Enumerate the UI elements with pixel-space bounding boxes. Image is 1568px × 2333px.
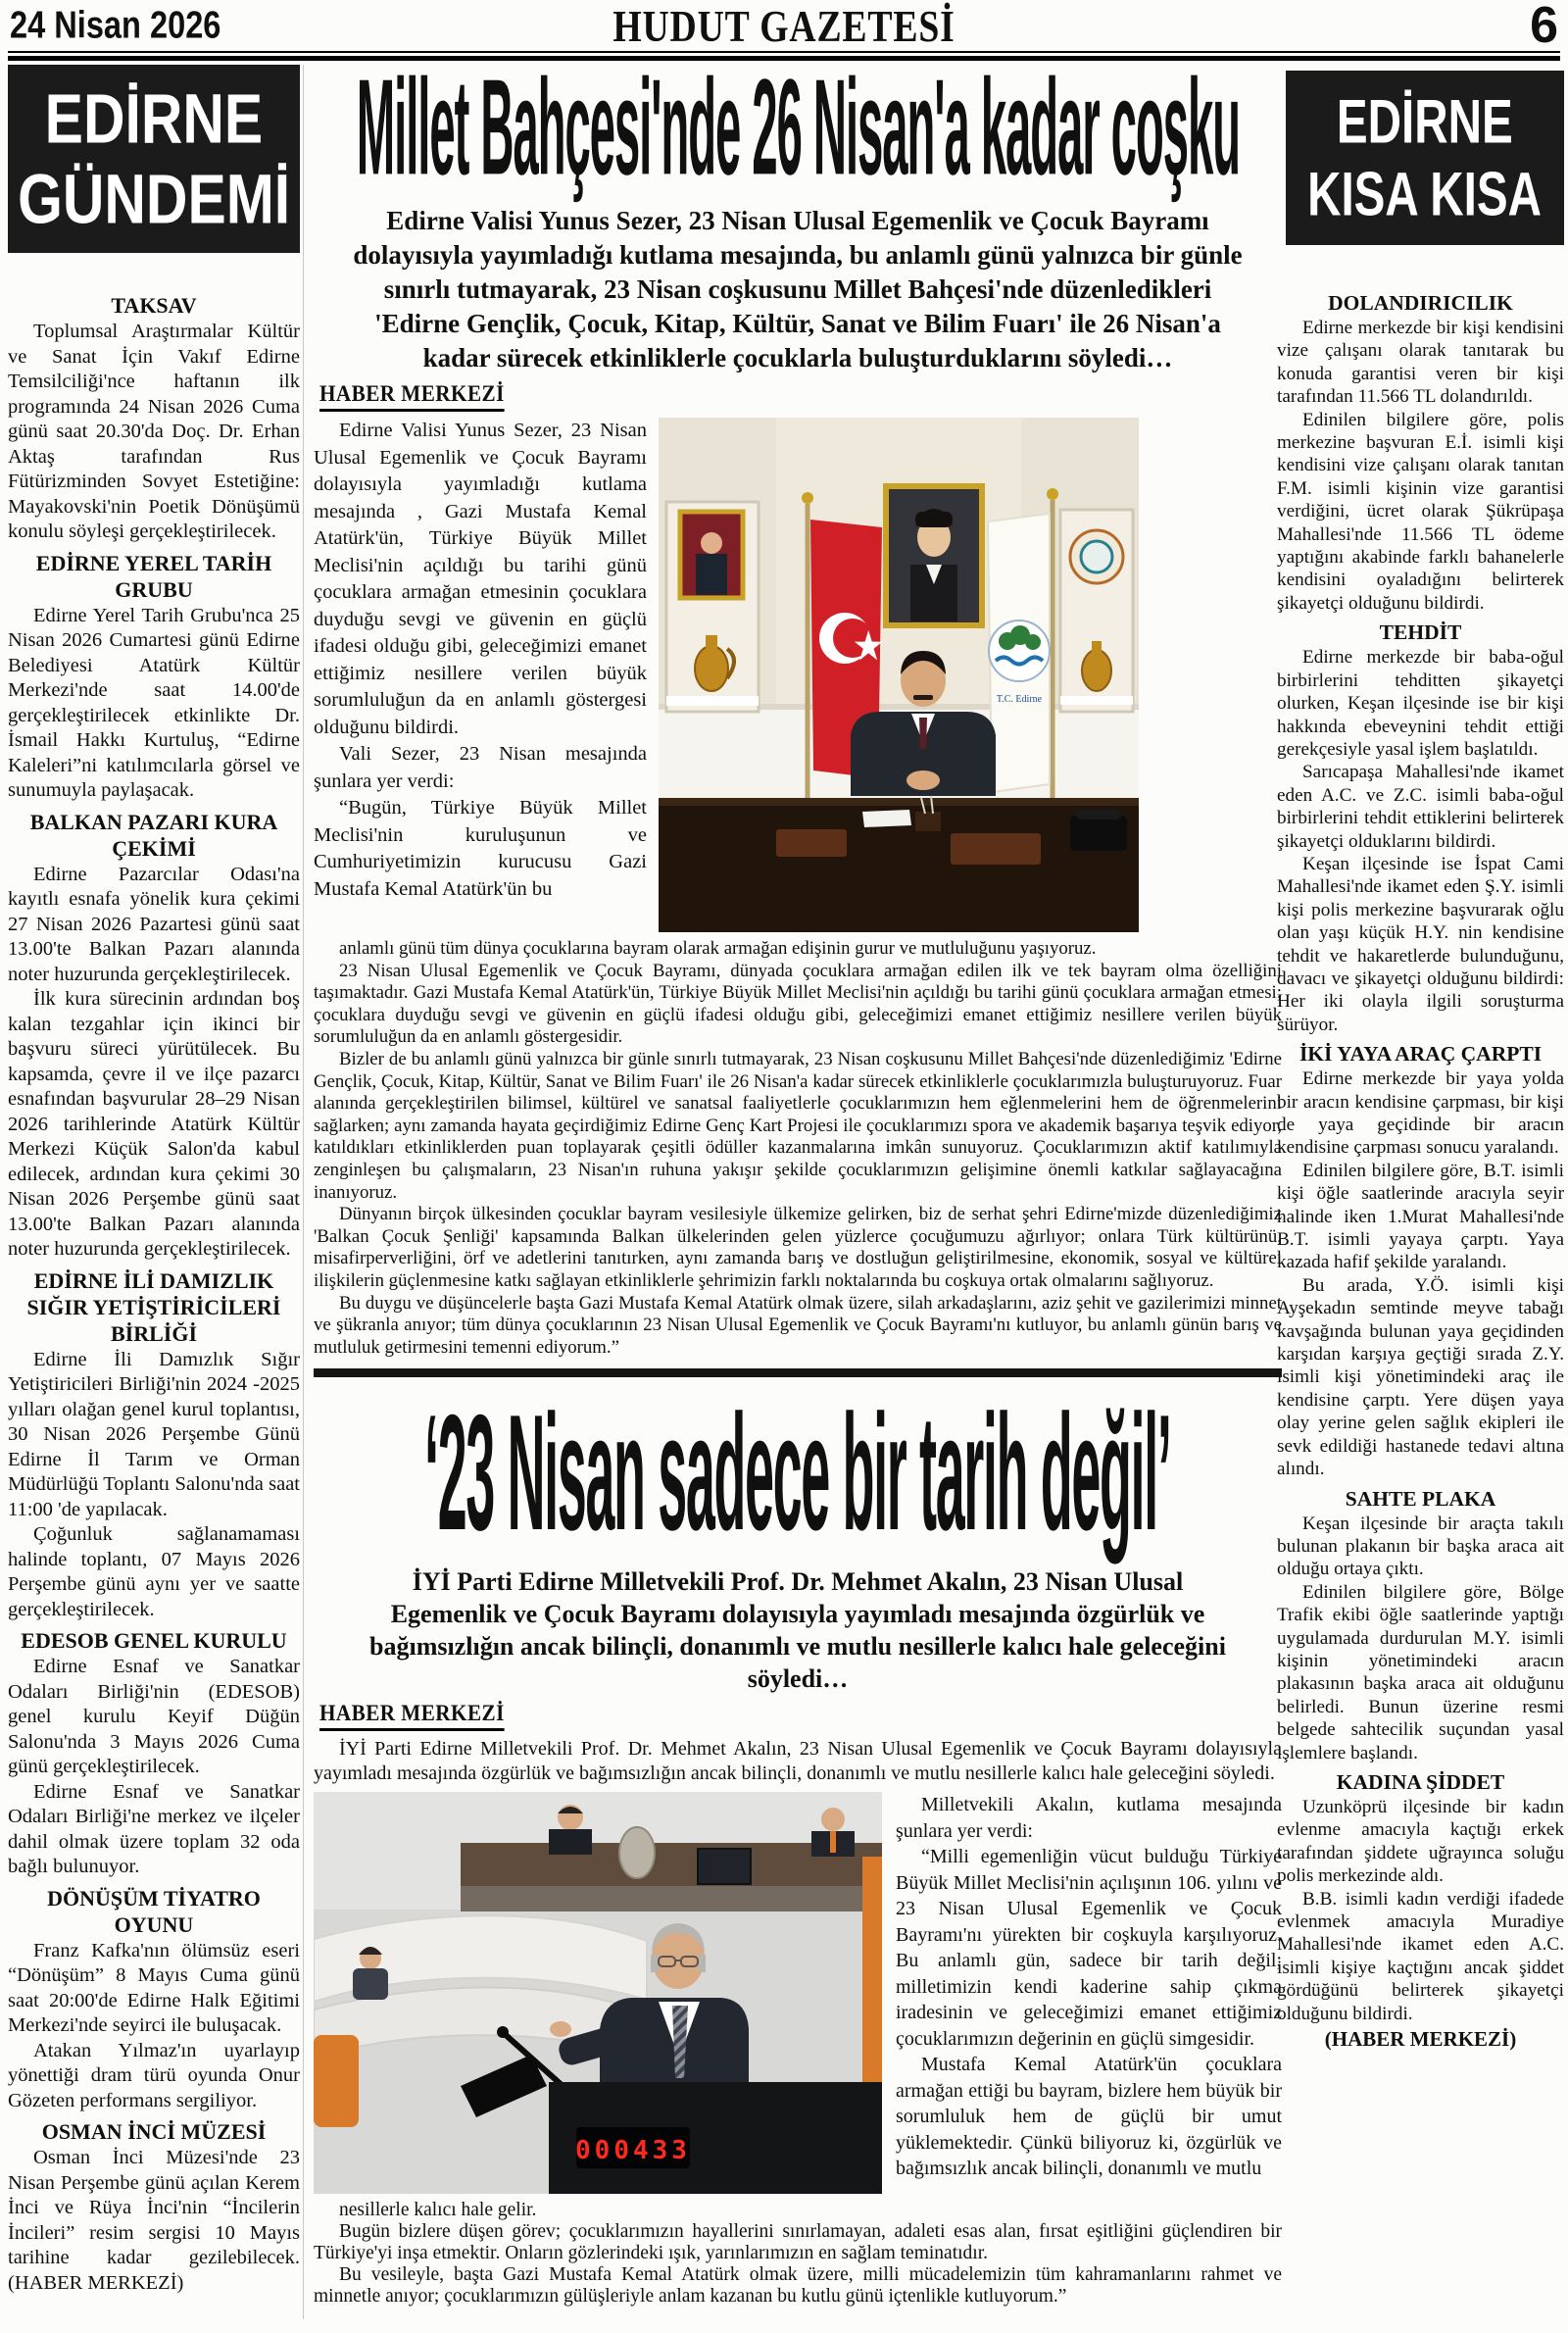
section-heading: EDESOB GENEL KURULU [21,1628,287,1653]
sign-off: (HABER MERKEZİ) [1324,2027,1517,2052]
paragraph: Edirne Esnaf ve Sanatkar Odaları Birliği'nin (EDESOB) genel kurulu Keyif Düğün Salonu'nda 3 Mayıs 2026 Cuma günü gerçekleştirilecek. [8,1656,300,1777]
desk [659,796,1139,932]
paragraph: “Bugün, Türkiye Büyük Millet Meclisi'nin kuruluşunun ve Cumhuriyetimizin kurucusu Gazi Mustafa Kemal Atatürk'ün bu [314,797,647,900]
right-column-edirne-kisa-kisa [1277,65,1564,2325]
byline-row [319,1701,1282,1731]
section-paragraphs [8,863,300,1263]
paragraph: Edinilen bilgilere göre, B.T. isimli kişi öğle saatlerinde aracıyla seyir halinde iken 1.Murat Mahallesi'nde B.T. isimli yayaya çarptı. Yaya kazada hafif şekilde yaralandı. [1277,1160,1564,1273]
center-column [314,57,1282,2333]
paragraph: anlamlı günü tüm dünya çocuklarına bayram olarak armağan edişinin gurur ve mutluluğunu yaşıyoruz. [339,938,1097,959]
paragraph: Edirne Esnaf ve Sanatkar Odaları Birliği'ne merkez ve ilçeler dahil olmak üzere toplam 32 oda bağlı bulunuyor. [8,1780,300,1877]
ataturk-portrait [886,486,982,625]
second-article-column-text [896,1792,1282,2196]
orange-chair [314,2035,359,2127]
paragraph: Atakan Yılmaz'ın uyarlayıp yönettiği dram türü oyunda Onur Gözeten performans sergiliyor. [8,2039,300,2111]
flag-emblem-text: T.C. Edirne [996,694,1043,705]
paragraph: Franz Kafka'nın ölümsüz eseri “Dönüşüm” 8 Mayıs Cuma günü saat 20:00'de Edirne Halk Eğitimi Merkezi'nde seyirci ile buluşacak. [8,1939,300,2036]
paragraph: “Milli egemenliğin vücut bulduğu Türkiye Büyük Millet Meclisi'nin açılışının 106. yılını ve 23 Nisan Ulusal Egemenlik ve Çocuk Bayramı'nı yürekten bir coşkuyla karşılıyoruz. Bu anlamlı gün, sadece bir tarih değil; milletimizin kendi kaderine sahip çıkma iradesinin ve geleceğimizi emanet ettiğimiz çocuklarımızın değerinin en güçlü simgesidir. [896,1846,1282,2050]
paragraph: Bizler de bu anlamlı günü yalnızca bir günle sınırlı tutmayarak, 23 Nisan coşkusunu Millet Bahçesi'nde düzenlediğimiz 'Edirne Gençlik, Çocuk, Kitap, Kültür, Sanat ve Bilim Fuarı' ile 26 Nisan'a kadar sürecek etkinliklerle çocuklarımızla buluşturuyoruz. Fuar alanında gerçekleştirilen bilimsel, kültürel ve sanatsal faaliyetlerle çocuklarımızın hem eğlenmelerini hem de öğrenmelerini sağlarken; aynı zamanda hayata geçirdiğimiz Edirne Genç Kart Projesi ile çocuklarımızı spora ve akademik başarıya teşvik ediyor, katıldıkları etkinliklerden puan toplayarak çeşitli ödüller kazanmalarına imkân sunuyoruz. Çocuklarımızın aktif katılımıyla zenginleşen bu çalışmaların, 23 Nisan'ın ruhuna yakışır şekilde çocuklarımızın gelişimine önemli katkılar sağlayacağına inanıyoruz. [314,1048,1282,1203]
paragraph: Dünyanın birçok ülkesinden çocuklar bayram vesilesiyle ülkemize gelirken, biz de serhat şehri Edirne'mizde düzenlediğimiz 'Balkan Çocuk Şenliği' kapsamında Balkan ülkelerinden gelen yüzlerce çocuğumuzu ağırlıyor; onlara Türk kültürünü, misafirperverliğini, örf ve adetlerini tanıtırken, aynı zamanda barış ve dostluğun geliştirilmesine, ekonomik, sosyal ve kültürel ilişkilerin güçlenmesine katkı sağlayan etkinliklerle şehrimizin farklı noktalarında bu coşkuya ortak olmalarını sağlıyoruz. [314,1204,1282,1291]
news-section [1277,1041,1564,1480]
left-column-banner [8,65,300,253]
paragraph: Mustafa Kemal Atatürk'ün çocuklara armağan ettiği bu bayram, bizlere hem büyük bir sorumluluk hem de güçlü bir umut yüklemektedir. Çünkü biliyoruz ki, özgürlük ve bağımsızlık ancak bilinçli, donanımlı ve mutlu [896,2054,1282,2180]
photo-governor-office [659,418,1139,932]
news-section [8,1885,300,2114]
second-headline: ‘23 Nisan sadece bir tarih değil’ [424,1379,1171,1564]
paragraph: Edirne İli Damızlık Sığır Yetiştiricileri Birliği'nin 2024 -2025 yılları olağan genel kurul toplantısı, 30 Nisan 2026 Perşembe Günü Edirne İl Tarım ve Orman Müdürlüğü Toplantı Salonu'nda saat 11:00 'de yapılacak. [8,1348,300,1520]
right-wall-niche [1060,510,1133,712]
section-heading: TAKSAV [111,293,197,318]
newspaper-title: HUDUT GAZETESİ [612,0,956,51]
paragraph: Edinilen bilgilere göre, Bölge Trafik ekibi öğle saatlerinde yaptığı uygulamada durdurulan M.Y. isimli kişinin yönetimindeki aracın plakasının başka araca ait olduğunu belirledi. Bunun üzerine resmi belgede sahtecilik suçundan yasal işlemlere başlandı. [1277,1581,1564,1763]
section-heading: İKİ YAYA ARAÇ ÇARPTI [1298,1042,1543,1067]
paragraph: Milletvekili Akalın, kutlama mesajında şunlara yer verdi: [896,1794,1282,1842]
section-paragraphs [1277,1796,1564,2025]
page-number: 6 [1530,0,1558,54]
main-article-deck: Edirne Valisi Yunus Sezer, 23 Nisan Ulusal Egemenlik ve Çocuk Bayramı dolayısıyla yayımladığı kutlama mesajında, bu anlamlı günü yalnızca bir günle sınırlı tutmayarak, 23 Nisan coşkusunu Millet Bahçesi'nde düzenledikleri 'Edirne Gençlik, Çocuk, Kitap, Kültür, Sanat ve Bilim Fuarı' ile 26 Nisan'a kadar sürecek etkinliklerle çocuklarla buluşturduklarını söyledi… [353,206,1243,372]
paragraph: Edirne merkezde bir kişi kendisini vize çalışanı olarak tanıtarak bu konuda garantisi veren bir kişi tarafından 11.566 TL dolandırıldı. [1277,318,1564,408]
second-article-bottom [314,2200,1282,2308]
section-heading: EDİRNE YEREL TARİH GRUBU [35,550,272,602]
main-article-lead-block [314,418,1282,934]
news-section [8,2118,300,2296]
section-paragraphs [1277,1513,1564,1764]
left-column-edirne-gundemi [8,65,300,2325]
news-section [1277,290,1564,615]
news-section [8,292,300,545]
paragraph: İYİ Parti Edirne Milletvekili Prof. Dr. Mehmet Akalın, 23 Nisan Ulusal Egemenlik ve Çocuk Bayramı dolayısıyla yayımladı mesajında özgürlük ve bağımsızlığın ancak bilinçli, donanımlı ve mutlu nesillerle kalıcı hale geleceğini söyledi. [314,1738,1282,1785]
news-section [8,1267,300,1623]
byline-row [319,381,1282,412]
paragraph: Osman İnci Müzesi'nde 23 Nisan Perşembe günü açılan Kerem İnci ve Rüya İnci'nin “İncilerin İncileri” resim sergisi 10 Mayıs tarihine kadar gezilebilecek.(HABER MERKEZİ) [8,2147,300,2294]
left-wall-niche [666,502,759,712]
paragraph: Edirne merkezde bir baba-oğul birbirlerini tehditten şikayetçi olurken, Keşan ilçesinde ise bir kişi hakkında ebeveynini tehdit ettiği gerekçesiyle yasal işlem başlatıldı. [1277,647,1564,760]
paragraph: İlk kura sürecinin ardından boş kalan tezgahlar için ikinci bir başvuru süreci yürütülecek. Bu kapsamda, çevre il ve ilçe pazarcı esnafından başvurular 28–29 Nisan 2026 tarihlerinde Atatürk Kültür Merkezi Küçük Salon'da kabul edilecek, ardından kura çekimi 30 Nisan 2026 Perşembe günü saat 13.00'te Balkan Pazarı alanında noter huzurunda gerçekleştirilecek. [8,988,300,1260]
section-heading: DOLANDIRICILIK [1328,291,1513,315]
second-headline-wrap [314,1379,1282,1564]
news-section [1277,1769,1564,2025]
section-divider-rule [314,1368,1282,1377]
main-article-body [314,938,1282,1359]
paragraph: Edirne Yerel Tarih Grubu'nca 25 Nisan 2026 Cumartesi günü Edirne Belediyesi Atatürk Kültür Merkezi'nde saat 14.00'de gerçekleştirilecek etkinlikte Dr. İsmail Hakkı Kurtuluş, “Edirne Kaleleri”ni katılımcılarla görsel ve sunumuyla paylaşacak. [8,604,300,801]
paragraph: Bugün bizlere düşen görev; çocuklarımızın hayallerini sınırlamayan, adaleti esas alan, fırsat eşitliğini güçlendiren bir Türkiye'yi inşa etmektir. Onların gözlerindeki ışık, yarınlarımızın en sağlam teminatıdır. [314,2221,1282,2264]
paragraph: Edirne Pazarcılar Odası'na kayıtlı esnafa yönelik kura çekimi 27 Nisan 2026 Pazartesi günü saat 13.00'te Balkan Pazarı alanında noter huzurunda gerçekleştirilecek. [8,863,300,985]
banner-line: GÜNDEMİ [17,159,291,239]
paragraph: Keşan ilçesinde bir araçta takılı bulunan plakanın bir başka araca ait olduğu ortaya çıktı. [1277,1513,1564,1580]
orange-panel [862,1857,882,2096]
masthead [10,0,1558,54]
paragraph: 23 Nisan Ulusal Egemenlik ve Çocuk Bayramı, dünyada çocuklara armağan edilen ilk ve tek bayram olma özelliğini taşımaktadır. Gazi Mustafa Kemal Atatürk'ün, Türkiye Büyük Millet Meclisi'nin açıldığı bu tarihi günü çocuklara armağan etmesi; çocuklara duyduğu sevgi ve güvenin en güçlü ifadesi olduğu gibi, geleceğimizi emanet ettiğimiz nesillere verilen büyük sorumluluğun da en anlamlı göstergesidir. [314,960,1282,1048]
section-heading: DÖNÜŞÜM TİYATRO OYUNU [47,1885,261,1937]
banner-line: EDİRNE [1337,86,1513,156]
second-article-block [314,1792,1282,2196]
section-paragraphs [1277,1067,1564,1480]
clock-display: 000433 [575,2136,691,2166]
section-paragraphs [8,320,300,545]
paragraph: Keşan ilçesinde ise İspat Cami Mahallesi'nde ikamet eden Ş.Y. isimli kişi polis merkezine başvurarak oğlu olan yaşı küçük H.Y. nin kendisine tehdit ve hakaretlerde bulunduğunu, davacı ve şikayetçi olduğunu bildirdi: Her iki olayla ilgili soruşturma sürüyor. [1277,853,1564,1035]
news-section [1277,620,1564,1036]
paragraph: Bu duygu ve düşüncelerle başta Gazi Mustafa Kemal Atatürk olmak üzere, silah arkadaşlarını, aziz şehit ve gazilerimizi minnet ve şükranla anıyor; tüm dünya çocuklarının 23 Nisan Ulusal Egemenlik ve Çocuk Bayramı'nı kutluyor, bu anlamlı günün barış ve mutluluk getirmesini temenni ediyorum.” [314,1292,1282,1358]
right-column-banner [1286,71,1564,245]
byline: HABER MERKEZİ [319,1701,505,1731]
paragraph: B.B. isimli kadın verdiği ifadede evlenmek amacıyla Muradiye Mahallesi'nde ikamet eden A.C. isimli kişiye kaçtığını ancak şiddet gördüğünü belirterek şikayetçi olduğunu bildirdi. [1277,1888,1564,2024]
paragraph: Edirne Valisi Yunus Sezer, 23 Nisan Ulusal Egemenlik ve Çocuk Bayramı dolayısıyla yayımladığı kutlama mesajında , Gazi Mustafa Kemal Atatürk'ün, Türkiye Büyük Millet Meclisi'nin açıldığı bu tarihi günü çocuklara armağan etmesinin çocuklara duyduğu sevgi ve güvenin en güçlü ifadesi olduğu gibi, geleceğimizi emanet ettiğimiz nesillere verilen büyük sorumluluğun da en anlamlı göstergesi olduğunu bildirdi. [314,420,647,738]
paragraph: Toplumsal Araştırmalar Kültür ve Sanat İçin Vakıf Edirne Temsilciliği'nce haftanın ilk programında 24 Nisan 2026 Cuma günü saat 20.30'da Doç. Dr. Erhan Aktaş tarafından Rus Fütürizminden Sovyet Estetiğine: Mayakovski'nin Poetik Dönüşümü konulu söyleşi gerçekleştirilecek. [8,321,300,542]
section-heading: BALKAN PAZARI KURA ÇEKİMİ [29,809,278,861]
section-paragraphs [8,1348,300,1623]
second-article-deck: İYİ Parti Edirne Milletvekili Prof. Dr. Mehmet Akalın, 23 Nisan Ulusal Egemenlik ve Çocuk Bayramı dolayısıyla yayımladı mesajında özgürlük ve bağımsızlığın ancak bilinçli, donanımlı ve mutlu nesillerle kalıcı hale geleceğini söyledi… [369,1567,1226,1694]
main-article-lead-text [314,418,647,934]
main-headline-wrap [314,57,1282,203]
paragraph: Edirne merkezde bir yaya yolda bir aracın kendisine çarpması, bir kişi de yaya geçidinde bir aracın kendisine çarpması sonucu yaralandı. [1277,1068,1564,1159]
news-section [8,809,300,1263]
section-heading: SAHTE PLAKA [1345,1486,1496,1511]
paragraph: Sarıcapaşa Mahallesi'nde ikamet eden A.C. ve Z.C. isimli baba-oğul birbirlerini tehdit ettiklerini belirterek şikayetçi olduklarını bildirdi. [1277,762,1564,852]
main-headline: Millet Bahçesi'nde 26 Nisan'a kadar coşku [356,57,1240,203]
news-section [8,1627,300,1880]
municipality-flag [988,488,1058,829]
second-article-intro [314,1737,1282,1786]
news-section [8,550,300,804]
paragraph: Çoğunluk sağlanamaması halinde toplantı, 07 Mayıs 2026 Perşembe günü aynı yer ve saatte gerçekleştirilecek. [8,1523,300,1620]
section-heading: KADINA ŞİDDET [1336,1769,1505,1794]
section-paragraphs [8,2146,300,2296]
section-heading: EDİRNE İLİ DAMIZLIK SIĞIR YETİŞTİRİCİLERİ BİRLİĞİ [26,1267,281,1346]
paragraph: Edinilen bilgilere göre, polis merkezine başvuran E.İ. isimli kişi kendisini vize çalışanı olarak tanıtan F.M. isimli kişinin vize garantisi verdiğini, ücret olarak Şükrüpaşa Mahallesi'nde 11.566 TL ödeme yaptığını akabinde farklı bahanelerle kendisini oyaladığını belirterek şikayetçi olduğunu bildirdi. [1277,409,1564,614]
section-heading: OSMAN İNCİ MÜZESİ [41,2119,267,2144]
left-column-sections [8,292,300,2296]
column-divider [303,65,304,2319]
section-paragraphs [1277,646,1564,1036]
section-heading: TEHDİT [1379,620,1462,645]
section-paragraphs [8,604,300,804]
paragraph: Vali Sezer, 23 Nisan mesajında şunlara yer verdi: [314,743,647,792]
banner-line: KISA KISA [1307,159,1543,228]
byline: HABER MERKEZİ [319,381,505,412]
right-column-sections [1277,290,1564,2025]
section-paragraphs [1277,317,1564,615]
news-section [1277,1486,1564,1764]
section-paragraphs [8,1655,300,1880]
paragraph: nesillerle kalıcı hale gelir. [339,2200,537,2221]
paragraph: Bu arada, Y.Ö. isimli kişi Ayşekadın semtinde meyve tabağı kavşağında bulunan yaya geçidinden karşıdan karşıya geçtiği sırada Z.Y. isimli kişi yönetimindeki araç ile kendisine çarptı. Yere düşen yaya olay yerine gelen sağlık ekipleri ile sevk edildiği hastanede tedavi altına alındı. [1277,1274,1564,1480]
photo-parliament-speech [314,1792,882,2194]
paragraph: Bu vesileyle, başta Gazi Mustafa Kemal Atatürk olmak üzere, milli mücadelemizin tüm kahramanlarını rahmet ve minnetle anıyor; çocuklarımızın gülüşleriyle anlam kazanan bu kutlu günü içtenlikle kutluyorum.” [314,2264,1282,2308]
banner-line: EDİRNE [44,78,264,159]
section-paragraphs [8,1939,300,2114]
masthead-date: 24 Nisan 2026 [10,3,221,46]
paragraph: Uzunköprü ilçesinde bir kadın evlenme amacıyla kaçtığı erkek tarafından şiddete uğrayınca soluğu polis merkezinde aldı. [1277,1796,1564,1887]
